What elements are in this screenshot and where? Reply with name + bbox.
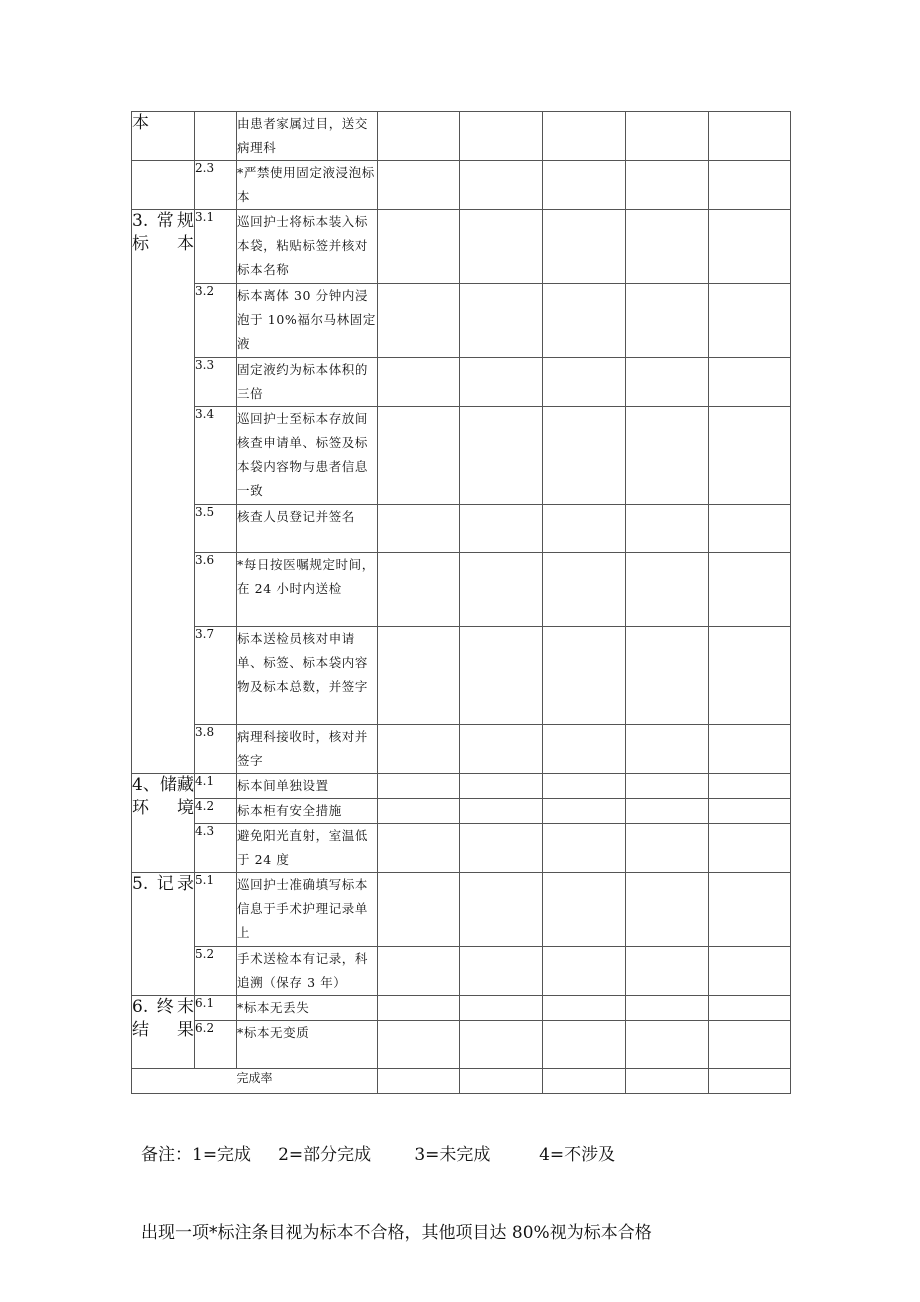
score-cell[interactable] — [626, 824, 709, 873]
score-cell[interactable] — [460, 947, 543, 996]
score-cell[interactable] — [626, 725, 709, 774]
legend-note: 备注：1=完成 2=部分完成 3=未完成 4=不涉及 — [141, 1145, 616, 1165]
item-text: 核查人员登记并签名 — [237, 505, 378, 553]
score-cell[interactable] — [626, 358, 709, 407]
table-row — [132, 210, 791, 284]
table-row — [132, 407, 791, 505]
score-cell[interactable] — [460, 553, 543, 627]
score-cell[interactable] — [709, 947, 791, 996]
score-cell[interactable] — [460, 161, 543, 210]
score-cell[interactable] — [626, 210, 709, 284]
score-cell[interactable] — [709, 112, 791, 161]
table-row — [132, 161, 791, 210]
category-cell: 3. 常规标本 — [132, 210, 195, 774]
score-cell[interactable] — [543, 210, 626, 284]
item-number: 3.3 — [195, 358, 237, 407]
score-cell[interactable] — [543, 1021, 626, 1069]
item-number: 4.2 — [195, 799, 237, 824]
category-cell: 4、储藏环境 — [132, 774, 195, 873]
score-cell[interactable] — [378, 824, 460, 873]
score-cell[interactable] — [460, 210, 543, 284]
item-number: 3.8 — [195, 725, 237, 774]
item-text: 标本柜有安全措施 — [237, 799, 378, 824]
category-cell — [132, 161, 195, 210]
table-row — [132, 505, 791, 553]
table-row — [132, 112, 791, 161]
score-cell[interactable] — [543, 774, 626, 799]
item-number: 3.4 — [195, 407, 237, 505]
item-number: 5.1 — [195, 873, 237, 947]
score-cell[interactable] — [709, 627, 791, 725]
score-cell[interactable] — [543, 725, 626, 774]
score-cell[interactable] — [543, 627, 626, 725]
item-text: *标本无变质 — [237, 1021, 378, 1069]
score-cell[interactable] — [543, 505, 626, 553]
score-cell[interactable] — [378, 725, 460, 774]
score-cell[interactable] — [543, 358, 626, 407]
item-text: 由患者家属过目，送交病理科 — [237, 112, 378, 161]
score-cell[interactable] — [460, 1021, 543, 1069]
score-cell[interactable] — [460, 774, 543, 799]
score-cell[interactable] — [378, 1021, 460, 1069]
score-cell[interactable] — [460, 407, 543, 505]
score-cell[interactable] — [378, 774, 460, 799]
score-cell[interactable] — [543, 799, 626, 824]
score-cell[interactable] — [543, 824, 626, 873]
item-number: 5.2 — [195, 947, 237, 996]
item-text: 巡回护士将标本装入标本袋，粘贴标签并核对标本名称 — [237, 210, 378, 284]
item-number — [195, 112, 237, 161]
score-cell[interactable] — [543, 112, 626, 161]
score-cell[interactable] — [543, 873, 626, 947]
item-text: *标本无丢失 — [237, 996, 378, 1021]
score-cell[interactable] — [709, 210, 791, 284]
score-cell[interactable] — [460, 873, 543, 947]
score-cell[interactable] — [543, 553, 626, 627]
score-cell[interactable] — [460, 505, 543, 553]
score-cell[interactable] — [378, 947, 460, 996]
score-cell[interactable] — [709, 553, 791, 627]
score-cell[interactable] — [460, 112, 543, 161]
score-cell[interactable] — [543, 161, 626, 210]
item-number: 3.1 — [195, 210, 237, 284]
item-text: 标本离体 30 分钟内浸泡于 10%福尔马林固定液 — [237, 284, 378, 358]
item-text: 巡回护士准确填写标本信息于手术护理记录单上 — [237, 873, 378, 947]
item-number: 6.2 — [195, 1021, 237, 1069]
score-cell[interactable] — [543, 947, 626, 996]
score-cell[interactable] — [709, 996, 791, 1021]
score-cell[interactable] — [460, 358, 543, 407]
score-cell[interactable] — [460, 996, 543, 1021]
item-text: 病理科接收时，核对并签字 — [237, 725, 378, 774]
score-cell[interactable] — [709, 407, 791, 505]
item-text: 巡回护士至标本存放间核查申请单、标签及标本袋内容物与患者信息一致 — [237, 407, 378, 505]
item-number: 2.3 — [195, 161, 237, 210]
score-cell[interactable] — [709, 824, 791, 873]
score-cell[interactable] — [709, 161, 791, 210]
table-row — [132, 873, 791, 947]
table-row — [132, 284, 791, 358]
table-row — [132, 627, 791, 725]
item-number: 6.1 — [195, 996, 237, 1021]
score-cell[interactable] — [626, 774, 709, 799]
score-cell[interactable] — [378, 407, 460, 505]
table-row — [132, 725, 791, 774]
score-cell[interactable] — [626, 161, 709, 210]
score-cell[interactable] — [378, 161, 460, 210]
notes — [141, 1090, 652, 1272]
category-cell: 6. 终末结果 — [132, 996, 195, 1069]
score-cell[interactable] — [709, 799, 791, 824]
score-cell[interactable] — [626, 1021, 709, 1069]
score-cell[interactable] — [460, 799, 543, 824]
score-cell[interactable] — [626, 407, 709, 505]
table-row — [132, 774, 791, 799]
score-cell[interactable] — [378, 996, 460, 1021]
score-cell[interactable] — [709, 505, 791, 553]
item-text: 标本间单独设置 — [237, 774, 378, 799]
score-cell[interactable] — [709, 873, 791, 947]
score-cell[interactable] — [378, 112, 460, 161]
score-cell[interactable] — [709, 284, 791, 358]
item-number: 4.1 — [195, 774, 237, 799]
table-row — [132, 947, 791, 996]
score-cell[interactable] — [378, 210, 460, 284]
item-number: 3.5 — [195, 505, 237, 553]
score-cell[interactable] — [378, 873, 460, 947]
item-text: 固定液约为标本体积的三倍 — [237, 358, 378, 407]
category-cell: 5. 记录 — [132, 873, 195, 996]
table-row — [132, 553, 791, 627]
item-text: 避免阳光直射，室温低于 24 度 — [237, 824, 378, 873]
score-cell[interactable] — [378, 553, 460, 627]
score-cell[interactable] — [543, 284, 626, 358]
score-cell[interactable] — [709, 1069, 791, 1094]
score-cell[interactable] — [709, 1021, 791, 1069]
score-cell[interactable] — [626, 553, 709, 627]
score-cell[interactable] — [626, 284, 709, 358]
item-number: 3.7 — [195, 627, 237, 725]
completion-rate-label: 完成率 — [132, 1069, 378, 1094]
score-cell[interactable] — [709, 725, 791, 774]
score-cell[interactable] — [378, 505, 460, 553]
item-text: 手术送检本有记录，科追溯（保存 3 年） — [237, 947, 378, 996]
score-cell[interactable] — [378, 799, 460, 824]
item-text: 标本送检员核对申请单、标签、标本袋内容物及标本总数，并签字 — [237, 627, 378, 725]
score-cell[interactable] — [626, 947, 709, 996]
category-cell: 本 — [132, 112, 195, 161]
score-cell[interactable] — [460, 627, 543, 725]
score-cell[interactable] — [543, 407, 626, 505]
table-row — [132, 996, 791, 1021]
score-cell[interactable] — [460, 284, 543, 358]
score-cell[interactable] — [626, 799, 709, 824]
score-cell[interactable] — [626, 627, 709, 725]
item-text: *严禁使用固定液浸泡标本 — [237, 161, 378, 210]
score-cell[interactable] — [378, 284, 460, 358]
item-number: 4.3 — [195, 824, 237, 873]
score-cell[interactable] — [378, 627, 460, 725]
score-cell[interactable] — [460, 725, 543, 774]
score-cell[interactable] — [709, 358, 791, 407]
score-cell[interactable] — [626, 873, 709, 947]
item-text: *每日按医嘱规定时间，在 24 小时内送检 — [237, 553, 378, 627]
table-row — [132, 358, 791, 407]
table-row — [132, 799, 791, 824]
score-cell[interactable] — [709, 774, 791, 799]
score-cell[interactable] — [378, 358, 460, 407]
qualification-note: 出现一项*标注条目视为标本不合格，其他项目达 80%视为标本合格 — [141, 1223, 652, 1243]
table-row — [132, 824, 791, 873]
item-number: 3.6 — [195, 553, 237, 627]
score-cell[interactable] — [626, 505, 709, 553]
score-cell[interactable] — [626, 996, 709, 1021]
score-cell[interactable] — [543, 996, 626, 1021]
evaluation-table — [131, 111, 791, 1094]
item-number: 3.2 — [195, 284, 237, 358]
table-row — [132, 1021, 791, 1069]
score-cell[interactable] — [626, 112, 709, 161]
score-cell[interactable] — [460, 824, 543, 873]
